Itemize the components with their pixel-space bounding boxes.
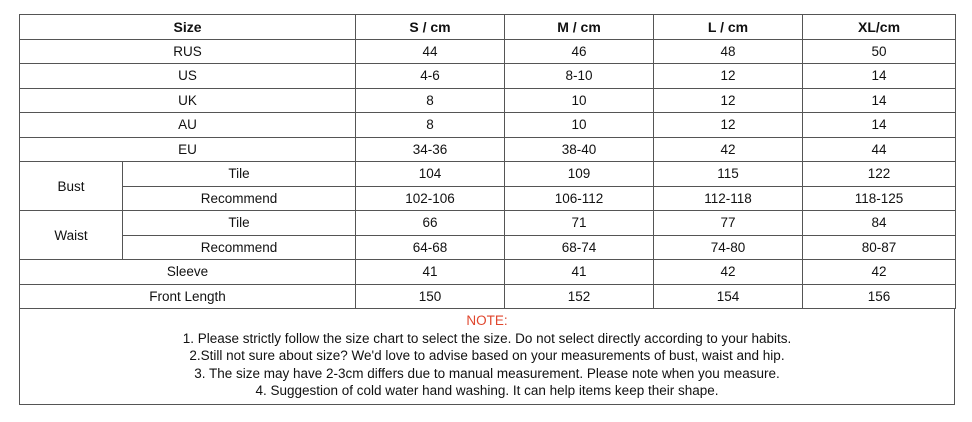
cell-m: 71 [505, 211, 654, 236]
note-title: NOTE: [466, 313, 508, 328]
cell-l: 42 [654, 260, 803, 285]
cell-l: 48 [654, 39, 803, 64]
cell-m: 10 [505, 88, 654, 113]
note-line: 2.Still not sure about size? We'd love to advise based on your measurements of bust, waist and hip. [189, 348, 785, 363]
sub-row-label: Recommend [123, 186, 356, 211]
cell-xl: 84 [803, 211, 956, 236]
cell-xl: 156 [803, 284, 956, 309]
note-line: 3. The size may have 2-3cm differs due to manual measurement. Please note when you measure. [194, 365, 780, 381]
cell-xl: 14 [803, 88, 956, 113]
row-label: RUS [20, 39, 356, 64]
cell-xl: 118-125 [803, 186, 956, 211]
note-line: 4. Suggestion of cold water hand washing. It can help items keep their shape. [255, 383, 719, 398]
group-label-bust: Bust [20, 162, 123, 211]
row-label: Front Length [20, 284, 356, 309]
size-table [19, 14, 956, 309]
header-s: S / cm [356, 15, 505, 40]
table-row [20, 235, 956, 260]
row-label: EU [20, 137, 356, 162]
cell-s: 8 [356, 88, 505, 113]
note-line: 1. Please strictly follow the size chart to select the size. Do not select directly according to your habits. [182, 330, 792, 346]
table-row [20, 260, 956, 285]
cell-xl: 50 [803, 39, 956, 64]
size-chart [19, 14, 955, 405]
cell-s: 64-68 [356, 235, 505, 260]
cell-s: 44 [356, 39, 505, 64]
cell-m: 38-40 [505, 137, 654, 162]
row-label: UK [20, 88, 356, 113]
cell-s: 104 [356, 162, 505, 187]
table-row [20, 113, 956, 138]
cell-s: 102-106 [356, 186, 505, 211]
cell-m: 106-112 [505, 186, 654, 211]
cell-l: 115 [654, 162, 803, 187]
cell-m: 109 [505, 162, 654, 187]
table-row [20, 162, 956, 187]
table-row [20, 186, 956, 211]
cell-l: 42 [654, 137, 803, 162]
cell-l: 12 [654, 113, 803, 138]
cell-xl: 14 [803, 64, 956, 89]
table-row [20, 137, 956, 162]
table-row [20, 211, 956, 236]
header-row [20, 15, 956, 40]
cell-m: 46 [505, 39, 654, 64]
header-m: M / cm [505, 15, 654, 40]
sub-row-label: Tile [123, 162, 356, 187]
cell-xl: 122 [803, 162, 956, 187]
cell-m: 152 [505, 284, 654, 309]
cell-xl: 14 [803, 113, 956, 138]
cell-l: 112-118 [654, 186, 803, 211]
cell-l: 77 [654, 211, 803, 236]
row-label: US [20, 64, 356, 89]
note-box [19, 309, 955, 405]
cell-m: 68-74 [505, 235, 654, 260]
cell-s: 41 [356, 260, 505, 285]
header-size: Size [20, 15, 356, 40]
sub-row-label: Tile [123, 211, 356, 236]
row-label: Sleeve [20, 260, 356, 285]
cell-l: 12 [654, 64, 803, 89]
table-row [20, 39, 956, 64]
cell-xl: 42 [803, 260, 956, 285]
cell-s: 150 [356, 284, 505, 309]
cell-s: 34-36 [356, 137, 505, 162]
cell-m: 10 [505, 113, 654, 138]
table-row [20, 284, 956, 309]
group-label-waist: Waist [20, 211, 123, 260]
cell-xl: 80-87 [803, 235, 956, 260]
table-row [20, 88, 956, 113]
table-row [20, 64, 956, 89]
cell-s: 66 [356, 211, 505, 236]
cell-xl: 44 [803, 137, 956, 162]
cell-m: 8-10 [505, 64, 654, 89]
cell-s: 8 [356, 113, 505, 138]
cell-l: 74-80 [654, 235, 803, 260]
cell-l: 12 [654, 88, 803, 113]
row-label: AU [20, 113, 356, 138]
cell-s: 4-6 [356, 64, 505, 89]
cell-l: 154 [654, 284, 803, 309]
cell-m: 41 [505, 260, 654, 285]
sub-row-label: Recommend [123, 235, 356, 260]
header-xl: XL/cm [803, 15, 956, 40]
header-l: L / cm [654, 15, 803, 40]
